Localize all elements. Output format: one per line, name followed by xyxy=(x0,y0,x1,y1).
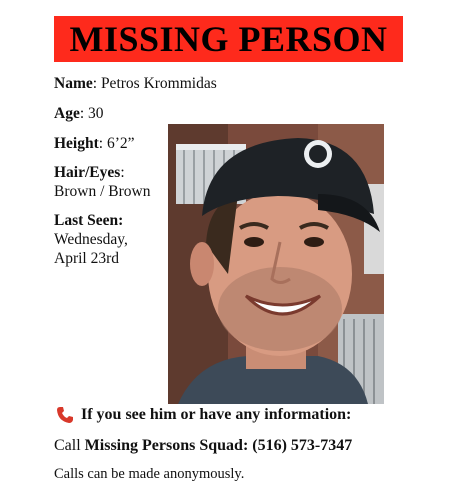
name-label: Name xyxy=(54,75,93,92)
last-seen-block xyxy=(54,211,128,268)
anonymous-note: Calls can be made anonymously. xyxy=(54,466,245,482)
hair-eyes-value: Brown / Brown xyxy=(54,183,151,200)
last-seen-day: Wednesday, xyxy=(54,231,128,248)
call-prefix: Call xyxy=(54,437,85,454)
height-label: Height xyxy=(54,135,99,152)
height-value: 6’2” xyxy=(106,135,135,152)
hair-eyes-block: Hair/Eyes: Brown / Brown xyxy=(54,164,151,200)
age-row: Age: 30 xyxy=(54,105,104,122)
info-callout xyxy=(56,406,351,424)
callout-text: If you see him or have any information: xyxy=(81,406,352,423)
title-banner xyxy=(54,16,403,62)
person-photo xyxy=(168,124,384,404)
photo-illustration xyxy=(168,124,384,404)
banner-title: MISSING PERSON xyxy=(69,19,388,59)
name-row: Name: Petros Krommidas xyxy=(54,75,217,92)
age-label: Age xyxy=(54,105,80,122)
phone-number: : (516) 573-7347 xyxy=(242,437,353,454)
squad-name: Missing Persons Squad xyxy=(84,437,243,454)
phone-icon xyxy=(56,406,74,424)
call-line xyxy=(54,437,352,455)
age-value: 30 xyxy=(88,105,104,122)
height-row: Height: 6’2” xyxy=(54,135,135,152)
last-seen-date: April 23rd xyxy=(54,250,120,267)
hair-eyes-label: Hair/Eyes xyxy=(54,164,121,181)
last-seen-label: Last Seen: xyxy=(54,212,124,229)
name-value: Petros Krommidas xyxy=(100,75,217,92)
